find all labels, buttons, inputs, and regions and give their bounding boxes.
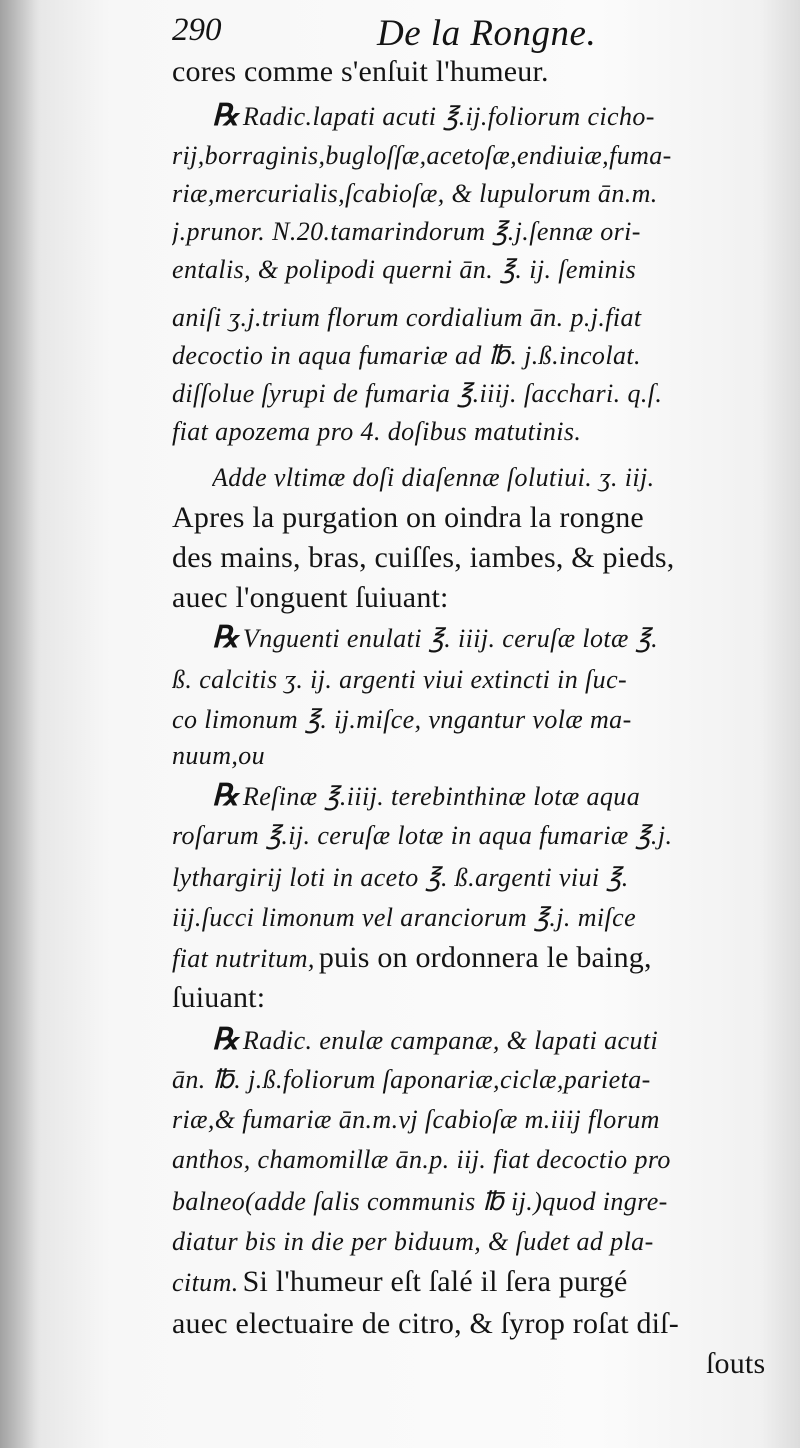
text-line: nuum,ou xyxy=(172,741,266,770)
text-line: ℞ Vnguenti enulati ℥. iiij. ceruſæ lotæ ℥. xyxy=(212,621,658,654)
text-line: j.prunor. N.20.tamarindorum ℥.j.ſennæ ori- xyxy=(172,217,641,246)
text-line: fiat apozema pro 4. doſibus matutinis. xyxy=(172,417,582,446)
text-line: iij.ſucci limonum vel aranciorum ℥.j. miſce xyxy=(172,903,637,932)
text-line: entalis, & polipodi querni ān. ℥. ij. ſeminis xyxy=(172,255,637,284)
recipe-mark: ℞ xyxy=(212,1023,239,1056)
recipe-mark: ℞ xyxy=(212,779,239,812)
text-line: fiat nutritum, puis on ordonnera le baing, xyxy=(172,941,652,974)
text-line: des mains, bras, cuiſſes, iambes, & pieds, xyxy=(172,541,675,574)
text-line: ℞ Radic.lapati acuti ℥.ij.foliorum cicho- xyxy=(212,99,655,132)
catchword: ſouts xyxy=(706,1347,766,1380)
text-line: ℞ Reſinæ ℥.iiij. terebinthinæ lotæ aqua xyxy=(212,779,641,812)
text-line: anthos, chamomillæ ān.p. iij. fiat decoctio pro xyxy=(172,1145,671,1174)
text-line: auec l'onguent ſuiuant: xyxy=(172,581,449,614)
text-line: Adde vltimæ doſi diaſennæ ſolutiui. ʒ. iij. xyxy=(212,463,655,492)
recipe-mark: ℞ xyxy=(212,621,239,654)
text-line: decoctio in aqua fumariæ ad ℔. j.ß.incolat. xyxy=(172,341,641,370)
text-line: citum. Si l'humeur eſt ſalé il ſera purgé xyxy=(172,1265,628,1298)
text-line: riæ,& fumariæ ān.m.vj ſcabioſæ m.iiij florum xyxy=(172,1105,660,1134)
text-line: ß. calcitis ʒ. ij. argenti viui extincti in ſuc- xyxy=(172,665,628,694)
text-line: ſuiuant: xyxy=(172,981,266,1014)
text-line: Apres la purgation on oindra la rongne xyxy=(172,501,644,534)
page-gutter-shadow xyxy=(0,0,40,1448)
text-line: balneo(adde ſalis communis ℔ ij.)quod ingre- xyxy=(172,1187,668,1216)
text-line: aniſi ʒ.j.trium florum cordialium ān. p.j.fiat xyxy=(172,303,642,332)
text-line: lythargirij loti in aceto ℥. ß.argenti viui ℥. xyxy=(172,863,629,892)
page-number: 290 xyxy=(172,12,222,48)
text-line: riæ,mercurialis,ſcabioſæ, & lupulorum ān.m. xyxy=(172,179,658,208)
text-line: ℞ Radic. enulæ campanæ, & lapati acuti xyxy=(212,1023,659,1056)
running-title: De la Rongne. xyxy=(377,13,597,54)
text-line: diatur bis in die per biduum, & ſudet ad pla- xyxy=(172,1227,654,1256)
text-line: rij,borraginis,bugloſſæ,acetoſæ,endiuiæ,fuma- xyxy=(172,141,672,170)
text-line: auec electuaire de citro, & ſyrop roſat diſ- xyxy=(172,1307,679,1340)
text-line: co limonum ℥. ij.miſce, vngantur volæ ma- xyxy=(172,705,632,734)
recipe-mark: ℞ xyxy=(212,99,239,132)
text-line: ān. ℔. j.ß.foliorum ſaponariæ,ciclæ,parieta- xyxy=(172,1065,651,1094)
text-line: diſſolue ſyrupi de fumaria ℥.iiij. ſacchari. q.ſ. xyxy=(172,379,663,408)
text-line: roſarum ℥.ij. ceruſæ lotæ in aqua fumariæ ℥.j. xyxy=(172,821,673,850)
text-line: cores comme s'enſuit l'humeur. xyxy=(172,55,549,88)
